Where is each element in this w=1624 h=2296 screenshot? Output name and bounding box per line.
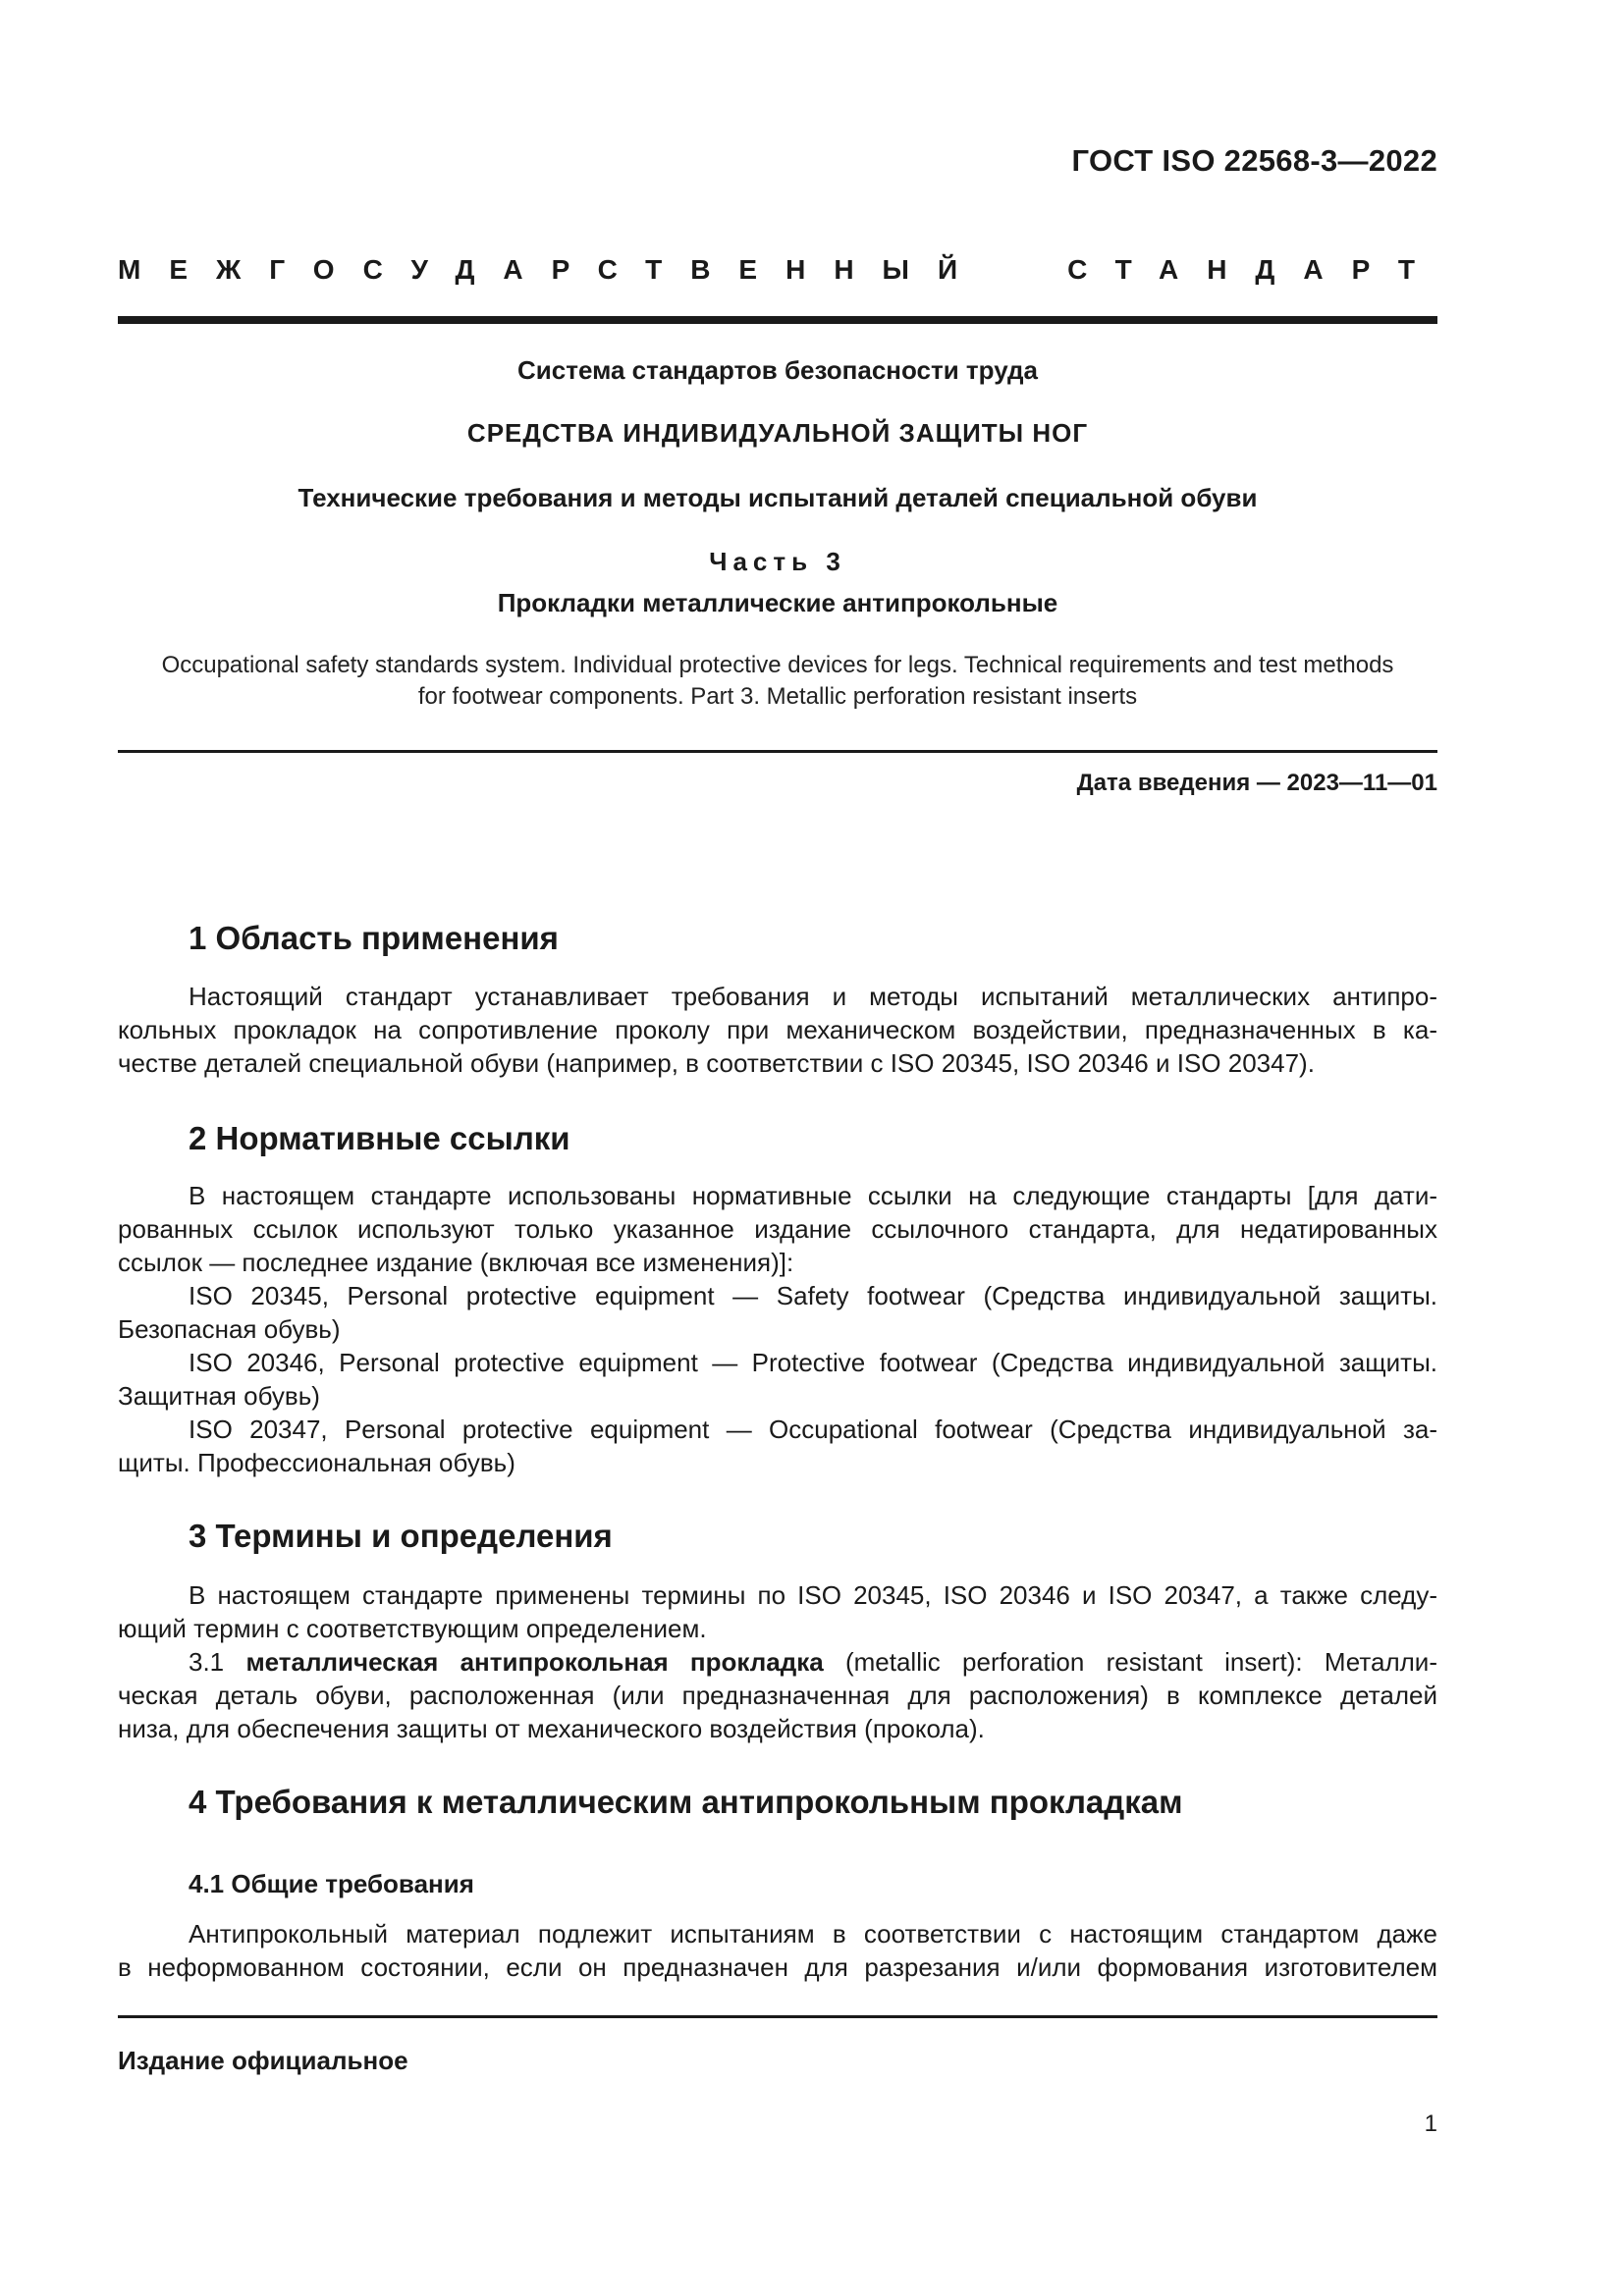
part-label: Часть 3 (709, 547, 846, 576)
paragraph-line: в неформованном состоянии, если он предназначен для разрезания и/или формования изготовителем (118, 1952, 1437, 1982)
english-title-line: Occupational safety standards system. Individual protective devices for legs. Technical requirements and test methods (161, 652, 1394, 678)
paragraph-line: Антипрокольный материал подлежит испытаниям в соответствии с настоящим стандартом даже (189, 1919, 1437, 1949)
term-bold: металлическая антипрокольная прокладка (245, 1647, 824, 1677)
section-heading: 3 Термины и определения (189, 1518, 613, 1554)
part-name: Прокладки металлические антипрокольные (497, 588, 1058, 617)
reference-line: Защитная обувь) (118, 1381, 320, 1411)
paragraph-line: ссылок — последнее издание (включая все изменения)]: (118, 1248, 794, 1277)
term-definition-line (118, 1645, 1437, 1679)
introduction-date: Дата введения — 2023—11—01 (1076, 770, 1437, 796)
main-title: СРЕДСТВА ИНДИВИДУАЛЬНОЙ ЗАЩИТЫ НОГ (466, 418, 1089, 448)
footer-divider (118, 2015, 1437, 2018)
system-title: Система стандартов безопасности труда (517, 355, 1038, 385)
standard-word: СТАНДАРТ (1067, 254, 1443, 285)
paragraph-line: кольных прокладок на сопротивление проколу при механическом воздействии, предназначенных в ка- (118, 1015, 1437, 1044)
page-number: 1 (1424, 2110, 1437, 2137)
section-heading: 4 Требования к металлическим антипрокольным прокладкам (189, 1784, 1183, 1820)
section-paragraph (118, 1179, 1437, 1479)
section-heading: 2 Нормативные ссылки (189, 1120, 570, 1156)
official-edition-label: Издание официальное (118, 2046, 408, 2075)
section-paragraph (118, 1917, 1437, 1984)
reference-line: ISO 20345, Personal protective equipment — Safety footwear (Средства индивидуальной защиты. (189, 1281, 1437, 1310)
subtitle: Технические требования и методы испытаний деталей специальной обуви (298, 483, 1258, 512)
interstate-word: МЕЖГОСУДАРСТВЕННЫЙ (118, 254, 987, 285)
paragraph-line: низа, для обеспечения защиты от механического воздействия (прокола). (118, 1714, 985, 1743)
reference-line: Безопасная обувь) (118, 1314, 341, 1344)
subsection-heading: 4.1 Общие требования (189, 1869, 474, 1898)
english-title (118, 650, 1437, 713)
term-number: 3.1 (189, 1647, 225, 1677)
paragraph-line: честве деталей специальной обуви (например, в соответствии с ISO 20345, ISO 20346 и ISO 20347). (118, 1048, 1315, 1078)
section-heading: 1 Область применения (189, 920, 559, 956)
paragraph-line: ческая деталь обуви, расположенная (или предназначенная для расположения) в комплексе деталей (118, 1681, 1437, 1710)
interstate-standard-banner (118, 252, 1443, 288)
section-paragraph (118, 1578, 1437, 1745)
title-divider (118, 750, 1437, 753)
reference-line: щиты. Профессиональная обувь) (118, 1448, 515, 1477)
paragraph-line: ющий термин с соответствующим определением. (118, 1614, 707, 1643)
document-page (118, 0, 1443, 2296)
document-code: ГОСТ ISO 22568-3—2022 (1071, 143, 1437, 178)
paragraph-line: В настоящем стандарте применены термины по ISO 20345, ISO 20346 и ISO 20347, а также следу- (189, 1580, 1437, 1610)
paragraph-line: В настоящем стандарте использованы нормативные ссылки на следующие стандарты [для дати- (189, 1181, 1437, 1210)
section-paragraph (118, 980, 1437, 1080)
reference-line: ISO 20346, Personal protective equipment — Protective footwear (Средства индивидуальной защиты. (189, 1348, 1437, 1377)
paragraph-line: Настоящий стандарт устанавливает требования и методы испытаний металлических антипро- (189, 982, 1437, 1011)
header-divider (118, 316, 1437, 324)
term-rest: (metallic perforation resistant insert): Металли- (844, 1647, 1437, 1677)
paragraph-line: рованных ссылок используют только указанное издание ссылочного стандарта, для недатированных (118, 1214, 1437, 1244)
reference-line: ISO 20347, Personal protective equipment — Occupational footwear (Средства индивидуальной за- (189, 1415, 1437, 1444)
english-title-line: for footwear components. Part 3. Metallic perforation resistant inserts (417, 683, 1138, 710)
